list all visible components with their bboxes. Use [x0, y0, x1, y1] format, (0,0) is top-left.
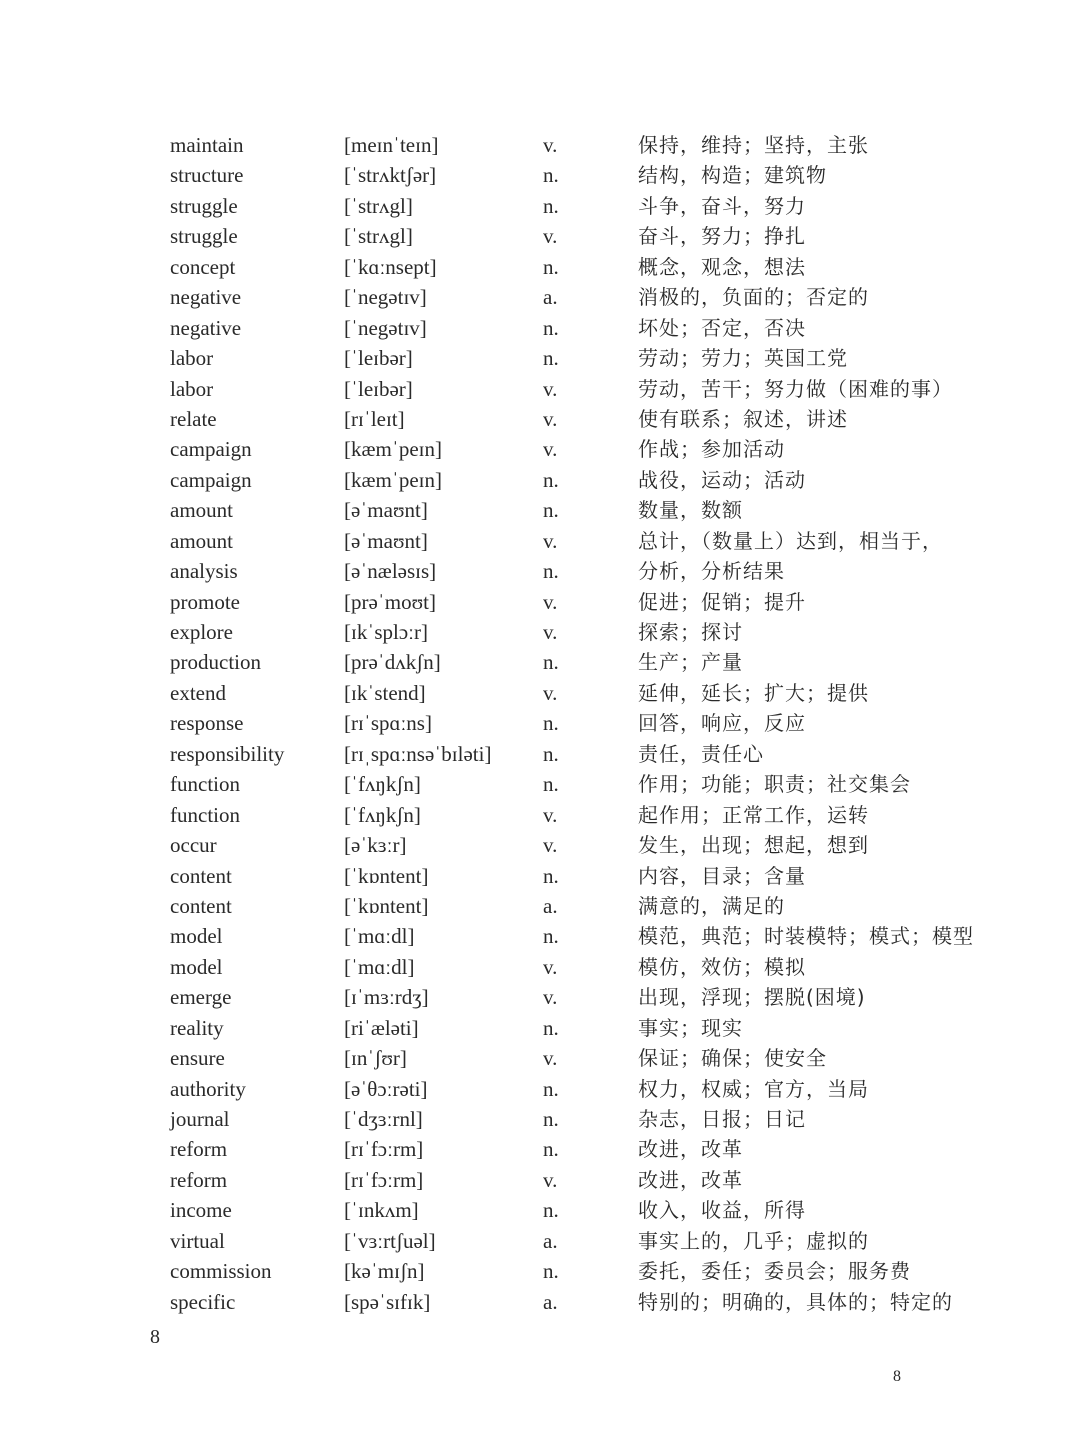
entry-definition: 促进；促销；提升: [638, 589, 806, 614]
entry-part-of-speech: n.: [543, 498, 559, 523]
entry-definition: 作用；功能；职责；社交集会: [638, 772, 911, 797]
entry-definition: 延伸，延长；扩大；提供: [638, 680, 869, 705]
entry-phonetic: [riˈæləti]: [344, 1015, 419, 1040]
entry-word: structure: [170, 163, 244, 188]
entry-part-of-speech: n.: [543, 254, 559, 279]
entry-word: model: [170, 954, 223, 979]
entry-word: labor: [170, 346, 214, 371]
entry-word: maintain: [170, 133, 244, 157]
entry-word: virtual: [170, 1228, 225, 1253]
entry-definition: 保持，维持；坚持，主张: [638, 133, 869, 157]
entry-definition: 分析，分析结果: [638, 559, 785, 584]
entry-word: function: [170, 802, 240, 827]
vocab-entry: [0, 891, 1080, 921]
page-number-left: 8: [150, 1326, 160, 1348]
entry-part-of-speech: a.: [543, 285, 558, 310]
entry-word: negative: [170, 285, 242, 310]
entry-phonetic: [ˈleɪbər]: [344, 376, 413, 401]
entry-part-of-speech: v.: [543, 802, 558, 827]
vocab-entry: [0, 1195, 1080, 1225]
entry-word: content: [170, 893, 232, 918]
entry-definition: 责任，责任心: [638, 741, 764, 766]
entry-word: struggle: [170, 193, 238, 218]
entry-word: reform: [170, 1137, 228, 1162]
entry-phonetic: [meɪnˈteɪn]: [344, 133, 439, 157]
entry-part-of-speech: n.: [543, 1137, 559, 1162]
entry-phonetic: [kæmˈpeɪn]: [344, 467, 442, 492]
entry-definition: 战役，运动；活动: [638, 467, 806, 492]
entry-phonetic: [ˈfʌŋkʃn]: [344, 802, 421, 827]
entry-definition: 改进，改革: [638, 1167, 743, 1192]
entry-phonetic: [ɪˈmɜːrdʒ]: [344, 985, 429, 1010]
entry-definition: 发生，出现；想起，想到: [638, 833, 869, 858]
entry-definition: 模仿，效仿；模拟: [638, 954, 806, 979]
entry-definition: 内容，目录；含量: [638, 863, 806, 888]
entry-part-of-speech: n.: [543, 467, 559, 492]
entry-word: specific: [170, 1289, 236, 1314]
entry-part-of-speech: n.: [543, 1198, 559, 1223]
entry-part-of-speech: n.: [543, 315, 559, 340]
entry-word: relate: [170, 406, 217, 431]
entry-phonetic: [kəˈmɪʃn]: [344, 1259, 425, 1284]
entry-definition: 斗争，奋斗，努力: [638, 193, 806, 218]
vocab-entry: [0, 647, 1080, 677]
vocab-entry: [0, 404, 1080, 434]
entry-definition: 劳动，苦干；努力做（困难的事）: [638, 376, 953, 401]
entry-phonetic: [ˈdʒɜːrnl]: [344, 1107, 423, 1131]
entry-word: journal: [170, 1107, 230, 1131]
entry-phonetic: [ˈstrʌktʃər]: [344, 163, 437, 188]
entry-definition: 使有联系；叙述，讲述: [638, 406, 848, 431]
entry-part-of-speech: v.: [543, 1046, 558, 1071]
vocab-entry: [0, 160, 1080, 190]
entry-word: reality: [170, 1015, 224, 1040]
entry-phonetic: [ˈmɑːdl]: [344, 954, 415, 979]
vocab-entry: [0, 861, 1080, 891]
entry-word: negative: [170, 315, 242, 340]
entry-definition: 概念，观念，想法: [638, 254, 806, 279]
entry-definition: 保证；确保；使安全: [638, 1046, 827, 1071]
entry-part-of-speech: n.: [543, 193, 559, 218]
entry-word: responsibility: [170, 741, 285, 766]
entry-phonetic: [ˈnegətɪv]: [344, 285, 427, 310]
entry-word: ensure: [170, 1046, 225, 1071]
entry-phonetic: [rɪˈfɔːrm]: [344, 1137, 424, 1162]
vocab-entry: [0, 982, 1080, 1012]
entry-phonetic: [ɪkˈstend]: [344, 680, 426, 705]
vocab-entry: [0, 1165, 1080, 1195]
vocab-entry: [0, 952, 1080, 982]
entry-word: promote: [170, 589, 240, 614]
entry-phonetic: [ˈkɒntent]: [344, 863, 429, 888]
entry-part-of-speech: v.: [543, 406, 558, 431]
entry-phonetic: [kæmˈpeɪn]: [344, 437, 442, 462]
entry-part-of-speech: v.: [543, 620, 558, 644]
entry-word: production: [170, 650, 261, 675]
vocab-entry: [0, 465, 1080, 495]
entry-word: campaign: [170, 467, 252, 492]
entry-part-of-speech: n.: [543, 863, 559, 888]
vocabulary-list: [0, 130, 1080, 1317]
entry-definition: 模范，典范；时装模特；模式；模型: [638, 924, 974, 949]
entry-definition: 起作用；正常工作，运转: [638, 802, 869, 827]
entry-word: amount: [170, 528, 233, 553]
entry-phonetic: [ˈkɑːnsept]: [344, 254, 437, 279]
entry-part-of-speech: v.: [543, 589, 558, 614]
entry-phonetic: [əˈnæləsɪs]: [344, 559, 437, 584]
entry-part-of-speech: n.: [543, 163, 559, 188]
vocab-entry: [0, 1134, 1080, 1164]
entry-definition: 总计，（数量上）达到，相当于，: [638, 528, 943, 553]
entry-definition: 回答，响应，反应: [638, 711, 806, 736]
entry-word: content: [170, 863, 232, 888]
vocab-entry: [0, 221, 1080, 251]
vocab-entry: [0, 1256, 1080, 1286]
entry-word: response: [170, 711, 244, 736]
entry-part-of-speech: v.: [543, 376, 558, 401]
vocab-entry: [0, 526, 1080, 556]
entry-definition: 消极的，负面的；否定的: [638, 285, 869, 310]
vocab-entry: [0, 921, 1080, 951]
entry-definition: 出现，浮现；摆脱(困境): [638, 985, 866, 1010]
entry-part-of-speech: v.: [543, 1167, 558, 1192]
entry-word: concept: [170, 254, 236, 279]
entry-part-of-speech: a.: [543, 893, 558, 918]
vocab-entry: [0, 495, 1080, 525]
entry-phonetic: [ˈnegətɪv]: [344, 315, 427, 340]
entry-definition: 改进，改革: [638, 1137, 743, 1162]
entry-definition: 收入，收益，所得: [638, 1198, 806, 1223]
entry-word: campaign: [170, 437, 252, 462]
entry-phonetic: [əˈmaʊnt]: [344, 528, 428, 553]
entry-word: analysis: [170, 559, 238, 584]
vocab-entry: [0, 708, 1080, 738]
vocab-entry: [0, 617, 1080, 647]
entry-phonetic: [əˈθɔːrəti]: [344, 1076, 428, 1101]
vocab-entry: [0, 374, 1080, 404]
entry-part-of-speech: n.: [543, 711, 559, 736]
entry-definition: 特别的；明确的，具体的；特定的: [638, 1289, 953, 1314]
vocab-entry: [0, 800, 1080, 830]
entry-phonetic: [prəˈmoʊt]: [344, 589, 436, 614]
entry-phonetic: [rɪˌspɑːnsəˈbɪləti]: [344, 741, 492, 766]
entry-part-of-speech: n.: [543, 1015, 559, 1040]
vocab-entry: [0, 830, 1080, 860]
entry-definition: 结构，构造；建筑物: [638, 163, 827, 188]
entry-part-of-speech: a.: [543, 1228, 558, 1253]
entry-definition: 委托，委任；委员会；服务费: [638, 1259, 911, 1284]
vocab-entry: [0, 313, 1080, 343]
entry-phonetic: [əˈmaʊnt]: [344, 498, 428, 523]
vocab-entry: [0, 434, 1080, 464]
entry-phonetic: [prəˈdʌkʃn]: [344, 650, 441, 675]
vocab-entry: [0, 1043, 1080, 1073]
entry-part-of-speech: v.: [543, 224, 558, 249]
vocab-entry: [0, 769, 1080, 799]
vocab-entry: [0, 343, 1080, 373]
vocab-entry: [0, 739, 1080, 769]
entry-part-of-speech: v.: [543, 528, 558, 553]
entry-word: commission: [170, 1259, 272, 1284]
entry-word: struggle: [170, 224, 238, 249]
entry-definition: 权力，权威；官方，当局: [638, 1076, 869, 1101]
entry-phonetic: [ˈstrʌgl]: [344, 193, 413, 218]
entry-part-of-speech: v.: [543, 954, 558, 979]
entry-phonetic: [ˈstrʌgl]: [344, 224, 413, 249]
entry-definition: 数量，数额: [638, 498, 743, 523]
entry-word: extend: [170, 680, 226, 705]
entry-definition: 满意的，满足的: [638, 893, 785, 918]
entry-phonetic: [ɪkˈsplɔːr]: [344, 620, 428, 644]
entry-part-of-speech: v.: [543, 680, 558, 705]
entry-phonetic: [ˈleɪbər]: [344, 346, 413, 371]
entry-word: amount: [170, 498, 233, 523]
vocab-entry: [0, 556, 1080, 586]
entry-phonetic: [rɪˈleɪt]: [344, 406, 405, 431]
vocab-entry: [0, 1074, 1080, 1104]
entry-phonetic: [ɪnˈʃʊr]: [344, 1046, 407, 1071]
entry-definition: 作战；参加活动: [638, 437, 785, 462]
entry-phonetic: [ˈkɒntent]: [344, 893, 429, 918]
vocab-entry: [0, 252, 1080, 282]
entry-word: emerge: [170, 985, 232, 1010]
entry-part-of-speech: v.: [543, 833, 558, 858]
entry-word: explore: [170, 620, 233, 644]
entry-phonetic: [rɪˈspɑːns]: [344, 711, 432, 736]
entry-definition: 事实；现实: [638, 1015, 743, 1040]
entry-part-of-speech: n.: [543, 1107, 559, 1131]
entry-phonetic: [spəˈsɪfɪk]: [344, 1289, 431, 1314]
entry-phonetic: [əˈkɜːr]: [344, 833, 407, 858]
vocab-entry: [0, 1287, 1080, 1317]
entry-part-of-speech: n.: [543, 1076, 559, 1101]
entry-definition: 生产；产量: [638, 650, 743, 675]
entry-word: labor: [170, 376, 214, 401]
entry-part-of-speech: n.: [543, 346, 559, 371]
entry-word: authority: [170, 1076, 246, 1101]
entry-word: income: [170, 1198, 232, 1223]
entry-part-of-speech: n.: [543, 559, 559, 584]
entry-word: model: [170, 924, 223, 949]
vocab-entry: [0, 282, 1080, 312]
entry-word: function: [170, 772, 240, 797]
vocab-entry: [0, 678, 1080, 708]
entry-definition: 事实上的，几乎；虚拟的: [638, 1228, 869, 1253]
entry-definition: 杂志，日报；日记: [638, 1107, 806, 1131]
entry-word: occur: [170, 833, 217, 858]
entry-definition: 奋斗，努力；挣扎: [638, 224, 806, 249]
entry-phonetic: [ˈvɜːrtʃuəl]: [344, 1228, 436, 1253]
entry-phonetic: [ˈɪnkʌm]: [344, 1198, 419, 1223]
entry-part-of-speech: v.: [543, 437, 558, 462]
entry-phonetic: [rɪˈfɔːrm]: [344, 1167, 424, 1192]
vocab-entry: [0, 130, 1080, 160]
entry-part-of-speech: n.: [543, 772, 559, 797]
entry-part-of-speech: v.: [543, 985, 558, 1010]
entry-definition: 坏处；否定，否决: [638, 315, 806, 340]
entry-part-of-speech: n.: [543, 1259, 559, 1284]
entry-part-of-speech: n.: [543, 924, 559, 949]
page-number-right: 8: [893, 1368, 901, 1385]
entry-word: reform: [170, 1167, 228, 1192]
vocab-entry: [0, 1013, 1080, 1043]
entry-definition: 劳动；劳力；英国工党: [638, 346, 848, 371]
entry-part-of-speech: a.: [543, 1289, 558, 1314]
vocab-entry: [0, 191, 1080, 221]
entry-definition: 探索；探讨: [638, 620, 743, 644]
entry-part-of-speech: n.: [543, 650, 559, 675]
vocab-entry: [0, 1104, 1080, 1134]
entry-phonetic: [ˈmɑːdl]: [344, 924, 415, 949]
entry-phonetic: [ˈfʌŋkʃn]: [344, 772, 421, 797]
vocab-entry: [0, 1226, 1080, 1256]
entry-part-of-speech: n.: [543, 741, 559, 766]
vocab-entry: [0, 587, 1080, 617]
entry-part-of-speech: v.: [543, 133, 558, 157]
